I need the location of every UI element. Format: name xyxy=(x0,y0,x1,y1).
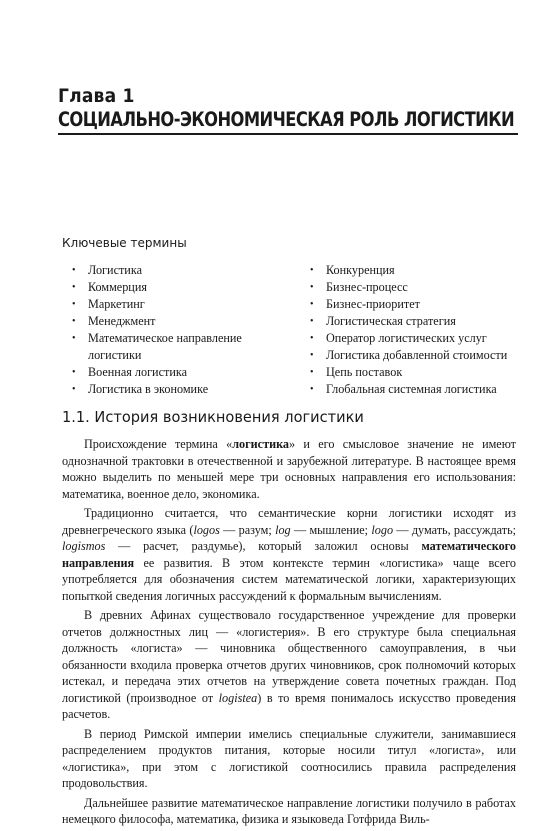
key-term-label: Логистика xyxy=(88,263,142,277)
bullet-icon: • xyxy=(310,299,314,310)
body-text xyxy=(62,436,516,831)
bullet-icon: • xyxy=(72,299,76,310)
key-term-item xyxy=(310,330,525,347)
key-term-label: Глобальная системная логистика xyxy=(326,382,497,396)
key-term-label: Оператор логистических услуг xyxy=(326,331,487,345)
key-term-label: Логистика в экономике xyxy=(88,382,209,396)
key-term-label: Цепь поставок xyxy=(326,365,403,379)
key-term-label: Военная логистика xyxy=(88,365,187,379)
text-run: В древних Афинах существовало государственное учреждение для проверки отчетов должностных лиц — «логистерия». В его структуре была специальная должность «логиста» — чиновника общественного самоуправления, в чьи обязанности входила проверка отчетов других чиновников, срок полномочий которых истекал, и передача этих отчетов на утверждение совета почетных граждан. Под логистикой (производное от xyxy=(62,608,516,705)
key-terms-list-left xyxy=(72,262,272,398)
bullet-icon: • xyxy=(310,316,314,327)
bullet-icon: • xyxy=(310,367,314,378)
key-term-item xyxy=(310,364,525,381)
bullet-icon: • xyxy=(72,384,76,395)
text-run: » и его смысловое значение не имеют однозначной трактовки в отечественной и зарубежной литературе. В настоящее время можно выделить по меньшей мере три основных направления его использования: математика, военное дело, экономика. xyxy=(62,437,516,501)
bullet-icon: • xyxy=(310,333,314,344)
key-term-label: Маркетинг xyxy=(88,297,145,311)
chapter-header xyxy=(58,84,518,132)
key-term-item xyxy=(310,313,525,330)
text-run: Дальнейшее развитие математическое направление логистики получило в работах немецкого философа, математика, физика и языковеда Готфрида Виль- xyxy=(62,795,516,826)
key-term-item xyxy=(72,296,272,313)
key-term-item xyxy=(310,296,525,313)
key-term-item xyxy=(72,364,272,381)
bold-term: математического направления xyxy=(62,539,516,570)
text-run: В период Римской империи имелись специальные служители, занимавшиеся распределением продуктов питания, которые носили титул «логиста», или «логистика», при этом с логистикой соотносились правила распределения продовольствия. xyxy=(62,726,516,790)
key-term-item xyxy=(72,381,272,398)
italic-term: logismos xyxy=(62,539,106,553)
text-run: Происхождение термина « xyxy=(84,437,233,451)
key-term-label: Математическое направление логистики xyxy=(88,331,242,362)
bold-term: логистика xyxy=(232,437,290,451)
chapter-title: СОЦИАЛЬНО-ЭКОНОМИЧЕСКАЯ РОЛЬ ЛОГИСТИКИ xyxy=(58,108,515,131)
bullet-icon: • xyxy=(72,282,76,293)
section-title: 1.1. История возникновения логистики xyxy=(62,408,364,426)
key-term-item xyxy=(310,347,525,364)
text-run: ее развития. В этом контексте термин «логистика» чаще всего употребляется для обозначения систем математической логики, характеризующих попыткой сведения логичных рассуждений к формальным вычислениям. xyxy=(62,555,516,603)
bullet-icon: • xyxy=(310,282,314,293)
italic-term: logos xyxy=(193,522,220,537)
body-paragraph xyxy=(62,726,516,792)
text-run: Традиционно считается, что семантические корни логистики исходят из древнегреческого языка ( xyxy=(62,506,516,537)
chapter-number: Глава 1 xyxy=(58,85,135,107)
key-term-item xyxy=(310,381,525,398)
text-run: — расчет, раздумье), который заложил основы xyxy=(105,539,422,553)
bullet-icon: • xyxy=(310,265,314,276)
key-term-label: Логистика добавленной стоимости xyxy=(326,348,508,362)
body-paragraph xyxy=(62,795,516,828)
key-term-label: Менеджмент xyxy=(88,314,156,328)
key-term-item xyxy=(310,279,525,296)
key-term-item xyxy=(72,279,272,296)
body-paragraph xyxy=(62,505,516,604)
key-term-label: Бизнес-процесс xyxy=(326,280,408,294)
bullet-icon: • xyxy=(310,350,314,361)
text-run: — разум; xyxy=(219,522,276,537)
italic-term: logistea xyxy=(218,690,258,705)
italic-term: log xyxy=(275,522,291,537)
chapter-divider xyxy=(58,133,518,135)
key-term-item xyxy=(310,262,525,279)
key-term-label: Бизнес-приоритет xyxy=(326,297,420,311)
bullet-icon: • xyxy=(72,367,76,378)
key-term-item xyxy=(72,262,272,279)
key-term-item xyxy=(72,330,272,364)
key-terms-heading: Ключевые термины xyxy=(62,236,187,250)
bullet-icon: • xyxy=(72,265,76,276)
key-term-label: Коммерция xyxy=(88,280,147,294)
italic-term: logo xyxy=(371,522,394,537)
text-run: — мышление; xyxy=(290,522,372,537)
body-paragraph xyxy=(62,436,516,502)
key-term-label: Логистическая стратегия xyxy=(326,314,456,328)
text-run: — думать, рассуждать; xyxy=(393,522,517,537)
bullet-icon: • xyxy=(72,316,76,327)
key-terms-list-right xyxy=(310,262,525,398)
key-term-item xyxy=(72,313,272,330)
text-run: ) в то время понималось искусство проведения расчетов. xyxy=(62,690,516,721)
bullet-icon: • xyxy=(310,384,314,395)
bullet-icon: • xyxy=(72,333,76,344)
body-paragraph xyxy=(62,607,516,723)
key-term-label: Конкуренция xyxy=(326,263,395,277)
